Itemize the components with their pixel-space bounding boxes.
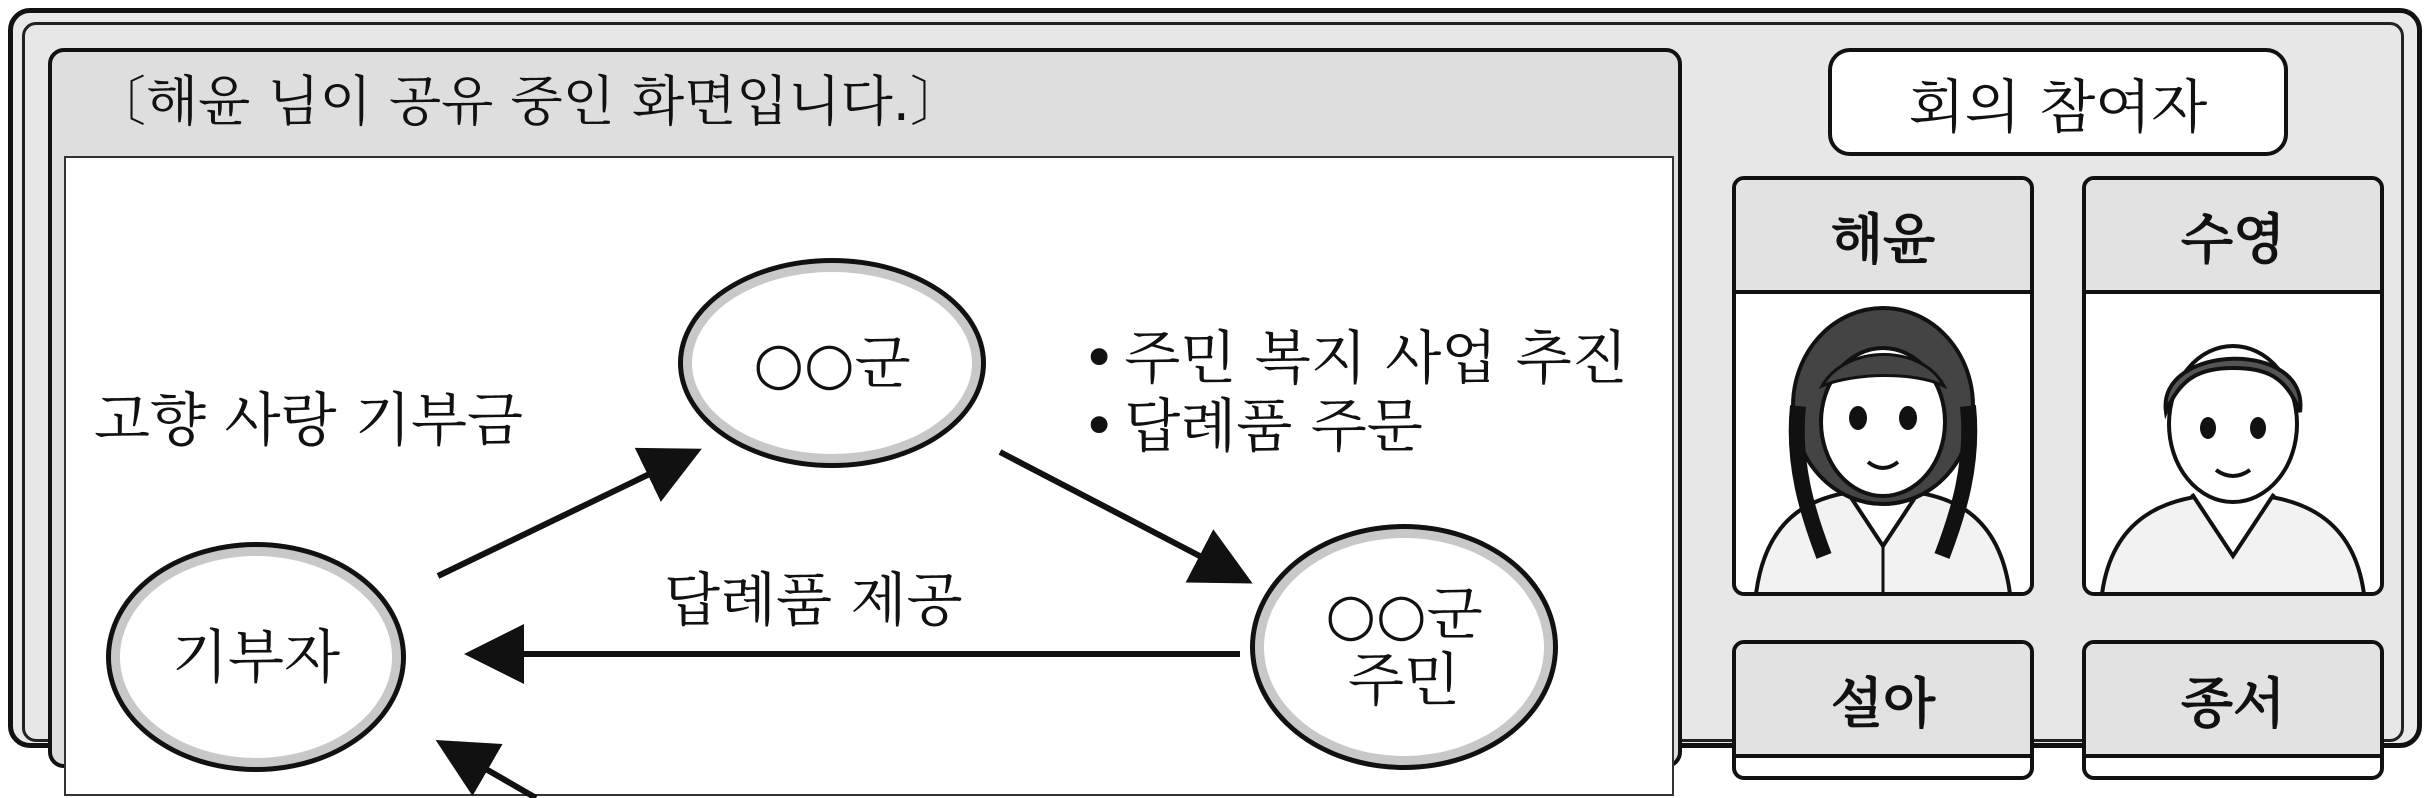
participant-tile-seola[interactable] (1732, 640, 2034, 780)
share-title: 〔해윤 님이 공유 중인 화면입니다.〕 (92, 70, 964, 133)
county-actions-list (1082, 324, 1628, 460)
participant-name: 수영 (2086, 180, 2380, 294)
county-action-item: • 답례품 주문 (1082, 392, 1628, 460)
participant-tile-suyeong[interactable] (2082, 176, 2384, 596)
donor-node: 기부자 (106, 542, 406, 772)
gift-label: 답례품 제공 (664, 566, 963, 634)
participants-title: 회의 참여자 (1828, 48, 2288, 156)
arrow-donor-to-county (438, 454, 691, 576)
arrow-county-to-residents (1000, 452, 1242, 578)
avatar (1736, 294, 2030, 594)
residents-node: ○○군 주민 (1250, 524, 1558, 770)
participant-name: 해윤 (1736, 180, 2030, 294)
arrow-lower-to-donor (446, 746, 536, 798)
participant-name: 설아 (1736, 644, 2030, 758)
county-action-item: • 주민 복지 사업 추진 (1082, 324, 1628, 392)
participant-video (2086, 294, 2380, 594)
screen-share-panel (48, 48, 1682, 768)
participant-video (1736, 294, 2030, 594)
avatar (2086, 294, 2380, 594)
donation-label: 고향 사랑 기부금 (94, 386, 524, 454)
participant-tile-jongseo[interactable] (2082, 640, 2384, 780)
county-node: ○○군 (678, 258, 986, 468)
shared-screen-content (64, 156, 1674, 796)
participant-tile-haeyun[interactable] (1732, 176, 2034, 596)
participant-name: 종서 (2086, 644, 2380, 758)
